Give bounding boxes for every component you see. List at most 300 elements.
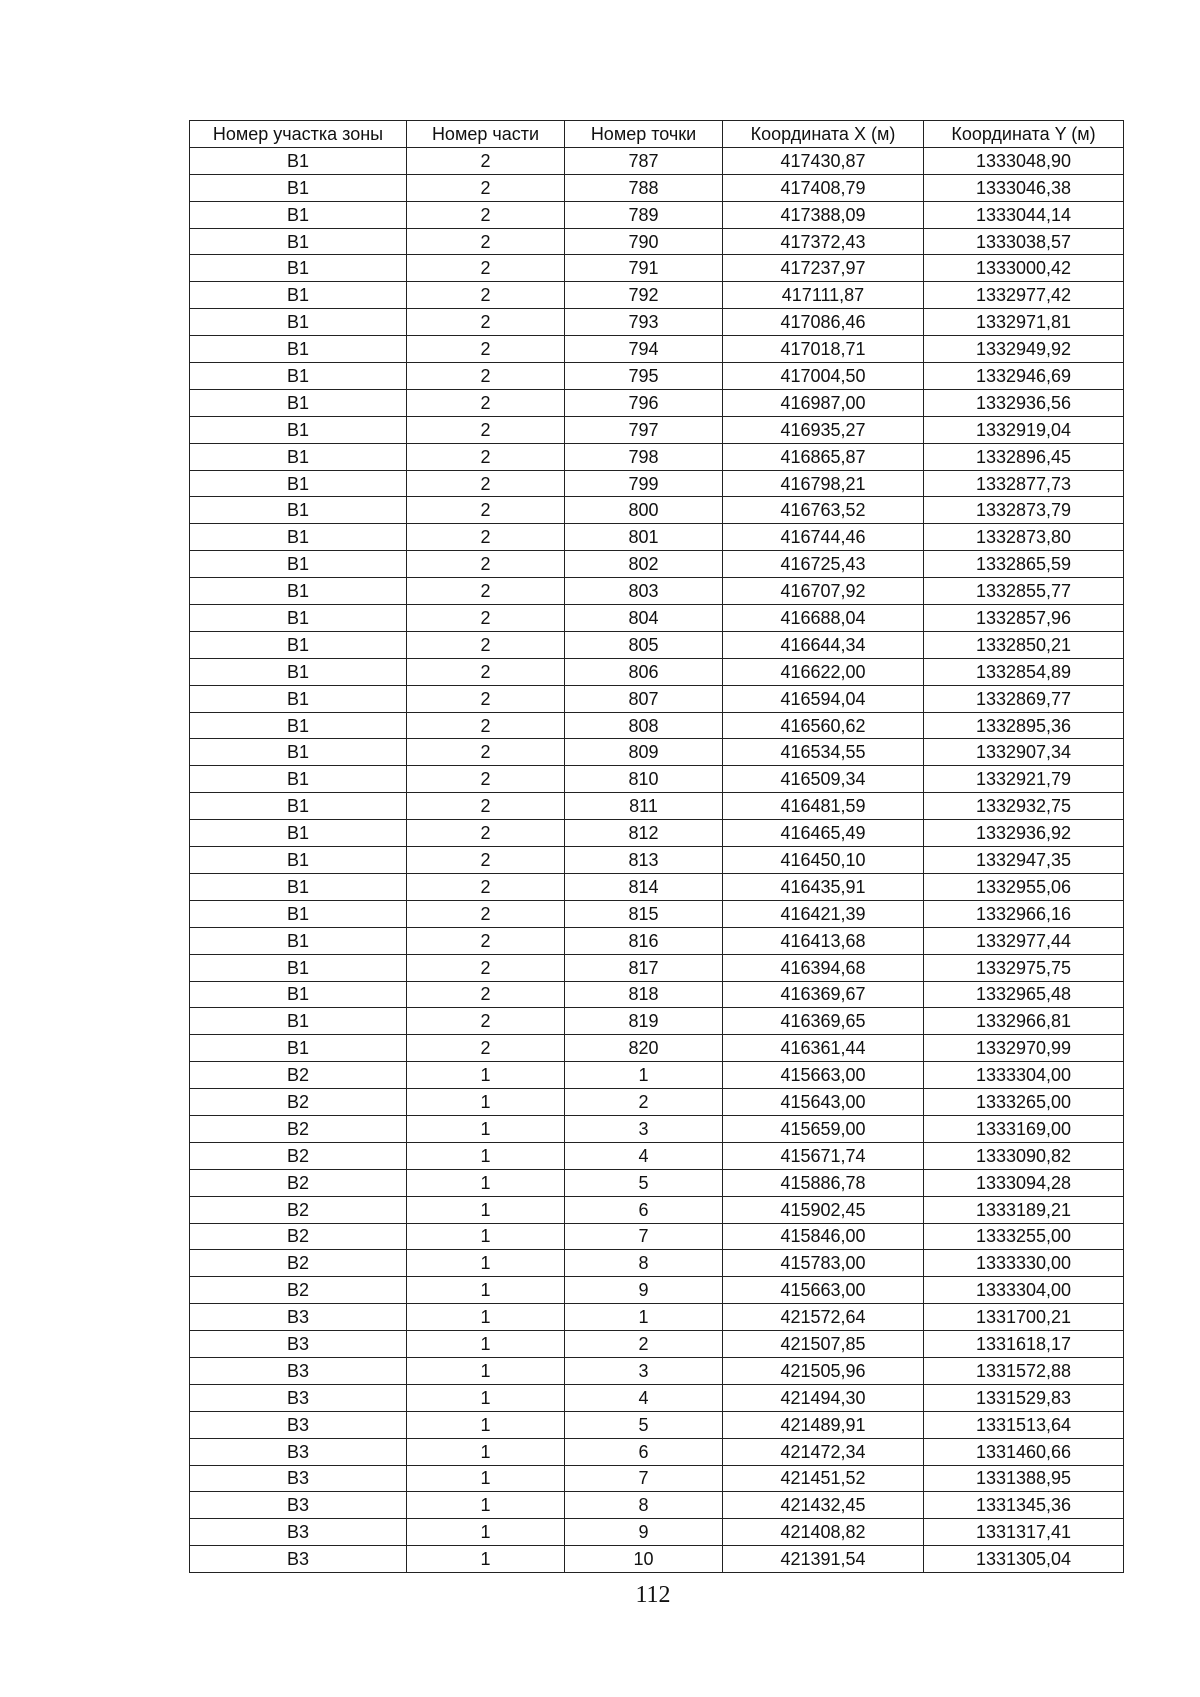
coordinate-y-cell: 1332873,79 — [924, 497, 1124, 524]
zone-section-cell: В3 — [190, 1331, 407, 1358]
point-number-cell: 793 — [565, 309, 723, 336]
coordinate-y-cell: 1332869,77 — [924, 685, 1124, 712]
zone-section-cell: В1 — [190, 631, 407, 658]
part-number-cell: 1 — [407, 1196, 565, 1223]
table-row — [190, 228, 1124, 255]
point-number-cell: 797 — [565, 416, 723, 443]
part-number-cell: 2 — [407, 497, 565, 524]
point-number-cell: 1 — [565, 1304, 723, 1331]
point-number-cell: 792 — [565, 282, 723, 309]
coordinate-y-cell: 1333169,00 — [924, 1115, 1124, 1142]
coordinate-y-cell: 1332873,80 — [924, 524, 1124, 551]
zone-section-cell: В3 — [190, 1384, 407, 1411]
point-number-cell: 801 — [565, 524, 723, 551]
part-number-cell: 1 — [407, 1357, 565, 1384]
coordinate-y-cell: 1332850,21 — [924, 631, 1124, 658]
zone-section-cell: В1 — [190, 847, 407, 874]
point-number-cell: 819 — [565, 1008, 723, 1035]
coordinate-y-cell: 1332975,75 — [924, 954, 1124, 981]
coordinate-x-cell: 415643,00 — [723, 1089, 924, 1116]
zone-section-cell: В2 — [190, 1062, 407, 1089]
table-row — [190, 685, 1124, 712]
coordinate-y-cell: 1331700,21 — [924, 1304, 1124, 1331]
zone-section-cell: В3 — [190, 1519, 407, 1546]
table-row — [190, 497, 1124, 524]
coordinate-y-cell: 1332932,75 — [924, 793, 1124, 820]
table-row — [190, 578, 1124, 605]
point-number-cell: 810 — [565, 766, 723, 793]
table-row — [190, 1331, 1124, 1358]
table-row — [190, 282, 1124, 309]
coordinate-y-cell: 1332921,79 — [924, 766, 1124, 793]
table-body — [190, 147, 1124, 1572]
point-number-cell: 817 — [565, 954, 723, 981]
table-row — [190, 524, 1124, 551]
table-row — [190, 309, 1124, 336]
part-number-cell: 2 — [407, 658, 565, 685]
coordinate-x-cell: 416534,55 — [723, 739, 924, 766]
zone-section-cell: В3 — [190, 1438, 407, 1465]
coordinate-y-cell: 1332966,81 — [924, 1008, 1124, 1035]
table-row — [190, 1223, 1124, 1250]
header-part-number: Номер части — [407, 121, 565, 148]
point-number-cell: 6 — [565, 1438, 723, 1465]
zone-section-cell: В1 — [190, 712, 407, 739]
table-row — [190, 1008, 1124, 1035]
coordinate-x-cell: 415886,78 — [723, 1169, 924, 1196]
part-number-cell: 2 — [407, 255, 565, 282]
header-coordinate-x: Координата X (м) — [723, 121, 924, 148]
table-row — [190, 847, 1124, 874]
coordinate-x-cell: 417086,46 — [723, 309, 924, 336]
zone-section-cell: В1 — [190, 228, 407, 255]
point-number-cell: 8 — [565, 1492, 723, 1519]
part-number-cell: 1 — [407, 1250, 565, 1277]
coordinate-y-cell: 1331317,41 — [924, 1519, 1124, 1546]
zone-section-cell: В2 — [190, 1277, 407, 1304]
point-number-cell: 802 — [565, 551, 723, 578]
zone-section-cell: В1 — [190, 820, 407, 847]
coordinate-x-cell: 421472,34 — [723, 1438, 924, 1465]
coordinate-x-cell: 416450,10 — [723, 847, 924, 874]
point-number-cell: 803 — [565, 578, 723, 605]
coordinate-y-cell: 1332854,89 — [924, 658, 1124, 685]
coordinate-x-cell: 417018,71 — [723, 336, 924, 363]
header-point-number: Номер точки — [565, 121, 723, 148]
coordinate-x-cell: 415659,00 — [723, 1115, 924, 1142]
part-number-cell: 2 — [407, 201, 565, 228]
coordinate-y-cell: 1333255,00 — [924, 1223, 1124, 1250]
part-number-cell: 2 — [407, 336, 565, 363]
coordinate-y-cell: 1332977,44 — [924, 927, 1124, 954]
part-number-cell: 1 — [407, 1331, 565, 1358]
coordinate-x-cell: 421432,45 — [723, 1492, 924, 1519]
zone-section-cell: В1 — [190, 685, 407, 712]
part-number-cell: 1 — [407, 1062, 565, 1089]
zone-section-cell: В2 — [190, 1196, 407, 1223]
table-row — [190, 793, 1124, 820]
coordinate-y-cell: 1332971,81 — [924, 309, 1124, 336]
part-number-cell: 2 — [407, 820, 565, 847]
part-number-cell: 1 — [407, 1384, 565, 1411]
coordinate-y-cell: 1331460,66 — [924, 1438, 1124, 1465]
coordinate-y-cell: 1333048,90 — [924, 147, 1124, 174]
zone-section-cell: В3 — [190, 1304, 407, 1331]
zone-section-cell: В1 — [190, 793, 407, 820]
zone-section-cell: В1 — [190, 470, 407, 497]
zone-section-cell: В1 — [190, 255, 407, 282]
zone-section-cell: В2 — [190, 1169, 407, 1196]
table-row — [190, 470, 1124, 497]
part-number-cell: 2 — [407, 766, 565, 793]
part-number-cell: 1 — [407, 1089, 565, 1116]
coordinate-x-cell: 415671,74 — [723, 1142, 924, 1169]
coordinate-x-cell: 416744,46 — [723, 524, 924, 551]
coordinate-y-cell: 1331345,36 — [924, 1492, 1124, 1519]
coordinate-x-cell: 415663,00 — [723, 1062, 924, 1089]
coordinate-y-cell: 1332895,36 — [924, 712, 1124, 739]
coordinate-x-cell: 416369,65 — [723, 1008, 924, 1035]
zone-section-cell: В1 — [190, 174, 407, 201]
coordinate-x-cell: 416560,62 — [723, 712, 924, 739]
point-number-cell: 820 — [565, 1035, 723, 1062]
zone-section-cell: В1 — [190, 309, 407, 336]
zone-section-cell: В2 — [190, 1250, 407, 1277]
coordinate-x-cell: 415846,00 — [723, 1223, 924, 1250]
coordinate-y-cell: 1332907,34 — [924, 739, 1124, 766]
coordinate-y-cell: 1332896,45 — [924, 443, 1124, 470]
coordinate-x-cell: 416707,92 — [723, 578, 924, 605]
table-row — [190, 1142, 1124, 1169]
table-row — [190, 1519, 1124, 1546]
zone-section-cell: В2 — [190, 1089, 407, 1116]
zone-section-cell: В1 — [190, 981, 407, 1008]
table-row — [190, 389, 1124, 416]
table-row — [190, 1035, 1124, 1062]
table-row — [190, 873, 1124, 900]
coordinate-y-cell: 1332947,35 — [924, 847, 1124, 874]
coordinate-x-cell: 415783,00 — [723, 1250, 924, 1277]
point-number-cell: 788 — [565, 174, 723, 201]
coordinate-x-cell: 416421,39 — [723, 900, 924, 927]
coordinate-x-cell: 421408,82 — [723, 1519, 924, 1546]
coordinate-y-cell: 1332936,92 — [924, 820, 1124, 847]
point-number-cell: 806 — [565, 658, 723, 685]
part-number-cell: 2 — [407, 443, 565, 470]
table-row — [190, 1465, 1124, 1492]
part-number-cell: 1 — [407, 1546, 565, 1573]
part-number-cell: 2 — [407, 873, 565, 900]
point-number-cell: 814 — [565, 873, 723, 900]
point-number-cell: 5 — [565, 1169, 723, 1196]
part-number-cell: 1 — [407, 1438, 565, 1465]
point-number-cell: 787 — [565, 147, 723, 174]
point-number-cell: 804 — [565, 605, 723, 632]
coordinate-y-cell: 1333044,14 — [924, 201, 1124, 228]
table-row — [190, 1277, 1124, 1304]
zone-section-cell: В1 — [190, 766, 407, 793]
table-row — [190, 1438, 1124, 1465]
coordinates-table — [189, 120, 1124, 1573]
coordinate-y-cell: 1332965,48 — [924, 981, 1124, 1008]
coordinate-y-cell: 1331618,17 — [924, 1331, 1124, 1358]
point-number-cell: 4 — [565, 1142, 723, 1169]
table-row — [190, 443, 1124, 470]
part-number-cell: 1 — [407, 1142, 565, 1169]
coordinate-x-cell: 417111,87 — [723, 282, 924, 309]
coordinate-x-cell: 417372,43 — [723, 228, 924, 255]
coordinate-y-cell: 1333304,00 — [924, 1277, 1124, 1304]
page-number: 112 — [635, 1582, 671, 1608]
coordinate-x-cell: 416394,68 — [723, 954, 924, 981]
part-number-cell: 2 — [407, 793, 565, 820]
part-number-cell: 2 — [407, 228, 565, 255]
coordinate-x-cell: 416987,00 — [723, 389, 924, 416]
coordinate-x-cell: 415663,00 — [723, 1277, 924, 1304]
part-number-cell: 2 — [407, 1008, 565, 1035]
part-number-cell: 2 — [407, 551, 565, 578]
coordinate-x-cell: 416644,34 — [723, 631, 924, 658]
coordinate-x-cell: 416725,43 — [723, 551, 924, 578]
part-number-cell: 2 — [407, 147, 565, 174]
point-number-cell: 10 — [565, 1546, 723, 1573]
table-row — [190, 981, 1124, 1008]
point-number-cell: 812 — [565, 820, 723, 847]
part-number-cell: 2 — [407, 927, 565, 954]
part-number-cell: 1 — [407, 1304, 565, 1331]
zone-section-cell: В3 — [190, 1411, 407, 1438]
part-number-cell: 1 — [407, 1277, 565, 1304]
zone-section-cell: В3 — [190, 1465, 407, 1492]
zone-section-cell: В1 — [190, 524, 407, 551]
point-number-cell: 1 — [565, 1062, 723, 1089]
coordinate-x-cell: 416413,68 — [723, 927, 924, 954]
coordinate-y-cell: 1332865,59 — [924, 551, 1124, 578]
zone-section-cell: В1 — [190, 363, 407, 390]
coordinate-y-cell: 1333090,82 — [924, 1142, 1124, 1169]
table-row — [190, 1304, 1124, 1331]
table-row — [190, 1250, 1124, 1277]
part-number-cell: 1 — [407, 1411, 565, 1438]
coordinate-y-cell: 1331529,83 — [924, 1384, 1124, 1411]
point-number-cell: 818 — [565, 981, 723, 1008]
coordinate-x-cell: 416435,91 — [723, 873, 924, 900]
point-number-cell: 791 — [565, 255, 723, 282]
point-number-cell: 798 — [565, 443, 723, 470]
point-number-cell: 2 — [565, 1331, 723, 1358]
zone-section-cell: В1 — [190, 578, 407, 605]
coordinate-y-cell: 1331513,64 — [924, 1411, 1124, 1438]
zone-section-cell: В1 — [190, 443, 407, 470]
coordinate-x-cell: 421572,64 — [723, 1304, 924, 1331]
table-row — [190, 766, 1124, 793]
point-number-cell: 9 — [565, 1519, 723, 1546]
point-number-cell: 816 — [565, 927, 723, 954]
zone-section-cell: В1 — [190, 605, 407, 632]
table-row — [190, 1357, 1124, 1384]
table-row — [190, 174, 1124, 201]
zone-section-cell: В1 — [190, 282, 407, 309]
point-number-cell: 9 — [565, 1277, 723, 1304]
part-number-cell: 2 — [407, 470, 565, 497]
zone-section-cell: В1 — [190, 201, 407, 228]
coordinate-y-cell: 1333265,00 — [924, 1089, 1124, 1116]
coordinate-y-cell: 1333304,00 — [924, 1062, 1124, 1089]
point-number-cell: 807 — [565, 685, 723, 712]
part-number-cell: 2 — [407, 1035, 565, 1062]
coordinate-y-cell: 1333189,21 — [924, 1196, 1124, 1223]
table-row — [190, 201, 1124, 228]
coordinate-x-cell: 416688,04 — [723, 605, 924, 632]
coordinate-x-cell: 417408,79 — [723, 174, 924, 201]
zone-section-cell: В1 — [190, 389, 407, 416]
coordinate-y-cell: 1332977,42 — [924, 282, 1124, 309]
coordinate-y-cell: 1332919,04 — [924, 416, 1124, 443]
point-number-cell: 799 — [565, 470, 723, 497]
part-number-cell: 2 — [407, 685, 565, 712]
coordinate-y-cell: 1332955,06 — [924, 873, 1124, 900]
coordinate-x-cell: 416481,59 — [723, 793, 924, 820]
point-number-cell: 815 — [565, 900, 723, 927]
part-number-cell: 2 — [407, 282, 565, 309]
point-number-cell: 6 — [565, 1196, 723, 1223]
zone-section-cell: В2 — [190, 1142, 407, 1169]
coordinate-y-cell: 1332966,16 — [924, 900, 1124, 927]
point-number-cell: 4 — [565, 1384, 723, 1411]
part-number-cell: 2 — [407, 578, 565, 605]
point-number-cell: 3 — [565, 1357, 723, 1384]
coordinate-x-cell: 416361,44 — [723, 1035, 924, 1062]
coordinate-x-cell: 416763,52 — [723, 497, 924, 524]
zone-section-cell: В1 — [190, 739, 407, 766]
table-row — [190, 1546, 1124, 1573]
coordinate-y-cell: 1332936,56 — [924, 389, 1124, 416]
point-number-cell: 7 — [565, 1465, 723, 1492]
table-row — [190, 1089, 1124, 1116]
coordinate-y-cell: 1332855,77 — [924, 578, 1124, 605]
point-number-cell: 790 — [565, 228, 723, 255]
table-row — [190, 1492, 1124, 1519]
coordinate-y-cell: 1332857,96 — [924, 605, 1124, 632]
table-row — [190, 1384, 1124, 1411]
table-row — [190, 900, 1124, 927]
part-number-cell: 2 — [407, 174, 565, 201]
table-row — [190, 927, 1124, 954]
point-number-cell: 796 — [565, 389, 723, 416]
point-number-cell: 5 — [565, 1411, 723, 1438]
zone-section-cell: В2 — [190, 1223, 407, 1250]
coordinate-y-cell: 1333000,42 — [924, 255, 1124, 282]
header-zone-section: Номер участка зоны — [190, 121, 407, 148]
coordinate-y-cell: 1331388,95 — [924, 1465, 1124, 1492]
point-number-cell: 813 — [565, 847, 723, 874]
coordinate-x-cell: 416465,49 — [723, 820, 924, 847]
part-number-cell: 2 — [407, 416, 565, 443]
part-number-cell: 1 — [407, 1169, 565, 1196]
point-number-cell: 794 — [565, 336, 723, 363]
part-number-cell: 2 — [407, 712, 565, 739]
table-row — [190, 147, 1124, 174]
point-number-cell: 789 — [565, 201, 723, 228]
table-row — [190, 712, 1124, 739]
table-row — [190, 739, 1124, 766]
coordinate-x-cell: 416369,67 — [723, 981, 924, 1008]
coordinate-y-cell: 1332949,92 — [924, 336, 1124, 363]
coordinate-y-cell: 1333038,57 — [924, 228, 1124, 255]
zone-section-cell: В1 — [190, 927, 407, 954]
table-row — [190, 658, 1124, 685]
table-row — [190, 336, 1124, 363]
table-row — [190, 416, 1124, 443]
coordinate-x-cell: 421505,96 — [723, 1357, 924, 1384]
part-number-cell: 2 — [407, 605, 565, 632]
zone-section-cell: В1 — [190, 147, 407, 174]
part-number-cell: 2 — [407, 900, 565, 927]
table-header-row — [190, 121, 1124, 148]
coordinate-x-cell: 421494,30 — [723, 1384, 924, 1411]
part-number-cell: 1 — [407, 1115, 565, 1142]
point-number-cell: 811 — [565, 793, 723, 820]
zone-section-cell: В3 — [190, 1546, 407, 1573]
coordinate-x-cell: 416865,87 — [723, 443, 924, 470]
zone-section-cell: В1 — [190, 658, 407, 685]
coordinate-x-cell: 416798,21 — [723, 470, 924, 497]
zone-section-cell: В1 — [190, 1035, 407, 1062]
zone-section-cell: В1 — [190, 900, 407, 927]
coordinate-x-cell: 416509,34 — [723, 766, 924, 793]
coordinate-y-cell: 1331305,04 — [924, 1546, 1124, 1573]
table-row — [190, 1411, 1124, 1438]
table-row — [190, 551, 1124, 578]
table-row — [190, 1196, 1124, 1223]
zone-section-cell: В1 — [190, 551, 407, 578]
part-number-cell: 2 — [407, 524, 565, 551]
table-row — [190, 1169, 1124, 1196]
part-number-cell: 2 — [407, 981, 565, 1008]
table-row — [190, 1115, 1124, 1142]
coordinate-x-cell: 416594,04 — [723, 685, 924, 712]
point-number-cell: 2 — [565, 1089, 723, 1116]
coordinate-x-cell: 417388,09 — [723, 201, 924, 228]
coordinate-y-cell: 1333330,00 — [924, 1250, 1124, 1277]
point-number-cell: 8 — [565, 1250, 723, 1277]
zone-section-cell: В1 — [190, 416, 407, 443]
part-number-cell: 2 — [407, 954, 565, 981]
table-row — [190, 631, 1124, 658]
table-row — [190, 363, 1124, 390]
point-number-cell: 3 — [565, 1115, 723, 1142]
coordinate-y-cell: 1332946,69 — [924, 363, 1124, 390]
header-coordinate-y: Координата Y (м) — [924, 121, 1124, 148]
table-row — [190, 1062, 1124, 1089]
point-number-cell: 809 — [565, 739, 723, 766]
part-number-cell: 1 — [407, 1465, 565, 1492]
zone-section-cell: В1 — [190, 336, 407, 363]
coordinate-y-cell: 1333046,38 — [924, 174, 1124, 201]
zone-section-cell: В3 — [190, 1357, 407, 1384]
coordinate-x-cell: 421489,91 — [723, 1411, 924, 1438]
coordinate-y-cell: 1332877,73 — [924, 470, 1124, 497]
part-number-cell: 2 — [407, 631, 565, 658]
point-number-cell: 795 — [565, 363, 723, 390]
coordinate-x-cell: 415902,45 — [723, 1196, 924, 1223]
point-number-cell: 805 — [565, 631, 723, 658]
table-row — [190, 255, 1124, 282]
coordinate-x-cell: 416935,27 — [723, 416, 924, 443]
coordinate-x-cell: 421451,52 — [723, 1465, 924, 1492]
coordinate-x-cell: 417004,50 — [723, 363, 924, 390]
point-number-cell: 7 — [565, 1223, 723, 1250]
